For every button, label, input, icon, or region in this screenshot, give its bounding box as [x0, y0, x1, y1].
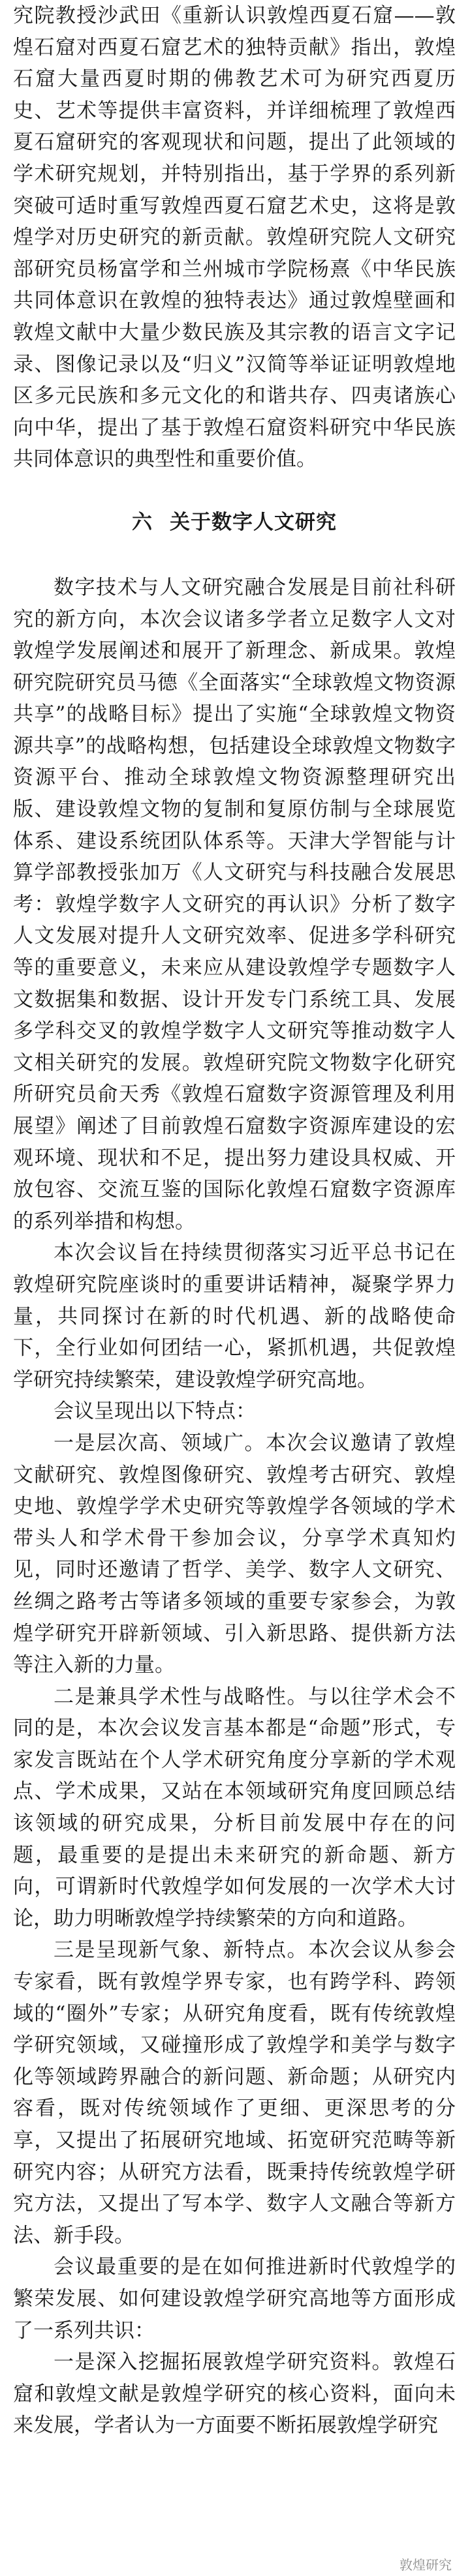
paragraph-digital-humanities: 数字技术与人文研究融合发展是目前社科研究的新方向，本次会议诸多学者立足数字人文对敦煌学发展阐述和展开了新理念、新成果。敦煌研究院研究员马德《全面落实“全球敦煌文物资源共享”的战略目标》提出了实施“全球敦煌文物资源共享”的战略构想，包括建设全球敦煌文物数字资源平台、推动全球敦煌文物资源整理研究出版、建设敦煌文物的复制和复原仿制与全球展览体系、建设系统团队体系等。天津大学智能与计算学部教授张加万《人文研究与科技融合发展思考：敦煌学数字人文研究的再认识》分析了数字人文发展对提升人文研究效率、促进多学科研究等的重要意义，未来应从建设敦煌学专题数字人文数据集和数据、设计开发专门系统工具、发展多学科交叉的敦煌学数字人文研究等推动数字人文相关研究的发展。敦煌研究院文物数字化研究所研究员俞天秀《敦煌石窟数字资源管理及利用展望》阐述了目前敦煌石窟数字资源库建设的宏观环境、现状和不足，提出努力建设具权威、开放包容、交流互鉴的国际化敦煌石窟数字资源库的系列举措和构想。: [13, 575, 456, 1233]
paragraph-conference-aim: 本次会议旨在持续贯彻落实习近平总书记在敦煌研究院座谈时的重要讲话精神，凝聚学界力量，共同探讨在新的时代机遇、新的战略使命下，全行业如何团结一心，紧抓机遇，共促敦煌学研究持续繁荣，建设敦煌学研究高地。: [13, 1241, 456, 1392]
paragraph-features-intro: 会议呈现出以下特点：: [54, 1400, 256, 1424]
paragraph-feature-one: 一是层次高、领域广。本次会议邀请了敦煌文献研究、敦煌图像研究、敦煌考古研究、敦煌史地、敦煌学学术史研究等敦煌学各领域的学术带头人和学术骨干参加会议，分享学术真知灼见，同时还邀请了哲学、美学、数字人文研究、丝绸之路考古等诸多领域的重要专家参会，为敦煌学研究开辟新领域、引入新思路、提供新方法等注入新的力量。: [13, 1431, 456, 1677]
section-heading: [13, 509, 456, 535]
watermark: 敦煌研究: [397, 2554, 454, 2573]
paragraph-feature-three: 三是呈现新气象、新特点。本次会议从参会专家看，既有敦煌学界专家，也有跨学科、跨领域的“圈外”专家；从研究角度看，既有传统敦煌学研究领域，又碰撞形成了敦煌学和美学与数字化等领域跨界融合的新问题、新命题；从研究内容看，既对传统领域作了更细、更深思考的分享，又提出了拓展研究地域、拓宽研究范畴等新研究内容；从研究方法看，既秉持传统敦煌学研究方法，又提出了写本学、数字人文融合等新方法、新手段。: [13, 1938, 456, 2247]
paragraph-consensus-one: 一是深入挖掘拓展敦煌学研究资料。敦煌石窟和敦煌文献是敦煌学研究的核心资料，面向未来发展，学者认为一方面要不断拓展敦煌学研究: [13, 2350, 456, 2438]
paragraph-consensus-intro: 会议最重要的是在如何推进新时代敦煌学的繁荣发展、如何建设敦煌学研究高地等方面形成了一系列共识：: [13, 2255, 456, 2343]
section-title: 关于数字人文研究: [170, 510, 337, 534]
paragraph-feature-two: 二是兼具学术性与战略性。与以往学术会不同的是，本次会议发言基本都是“命题”形式，专家发言既站在个人学术研究角度分享新的学术观点、学术成果，又站在本领域研究角度回顾总结该领域的研究成果，分析目前发展中存在的问题，最重要的是提出未来研究的新命题、新方向，可谓新时代敦煌学如何发展的一次学术大讨论，助力明晰敦煌学持续繁荣的方向和道路。: [13, 1685, 456, 1930]
intro-paragraph: 究院教授沙武田《重新认识敦煌西夏石窟——敦煌石窟对西夏石窟艺术的独特贡献》指出，敦煌石窟大量西夏时期的佛教艺术可为研究西夏历史、艺术等提供丰富资料，并详细梳理了敦煌西夏石窟研究的客观现状和问题，提出了此领域的学术研究规划，并特别指出，基于学界的系列新突破可适时重写敦煌西夏石窟艺术史，这将是敦煌学对历史研究的新贡献。敦煌研究院人文研究部研究员杨富学和兰州城市学院杨熹《中华民族共同体意识在敦煌的独特表达》通过敦煌壁画和敦煌文献中大量少数民族及其宗教的语言文字记录、图像记录以及“归义”汉简等举证证明敦煌地区多元民族和多元文化的和谐共存、四夷诸族心向中华，提出了基于敦煌石窟资料研究中华民族共同体意识的典型性和重要价值。: [13, 4, 456, 472]
section-number: 六: [132, 510, 153, 534]
